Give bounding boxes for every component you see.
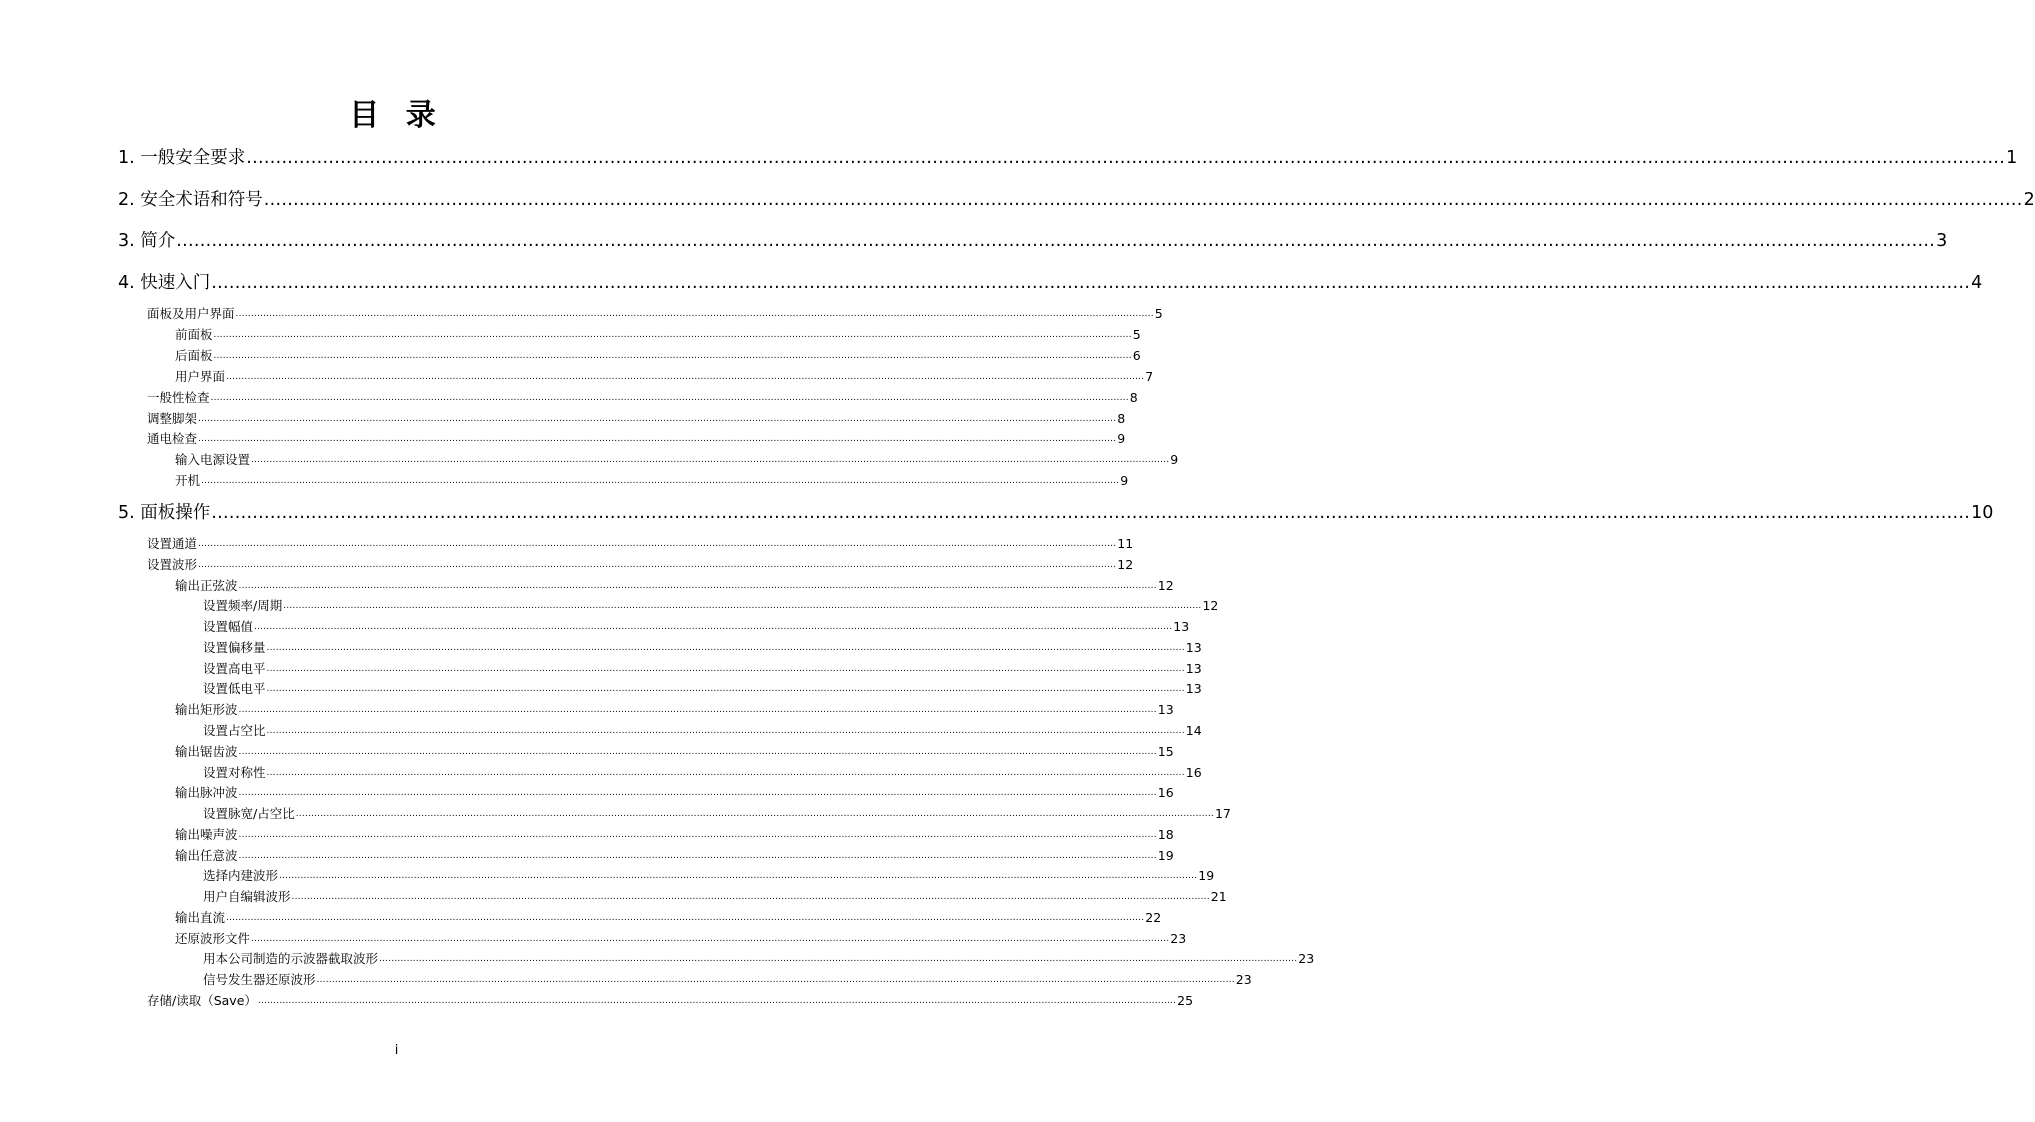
toc-entry[interactable] (203, 660, 1202, 678)
toc-entry-page: 13 (1185, 661, 1202, 676)
toc-entry-label: 输出锯齿波 (175, 744, 238, 759)
toc-dot-leader: ............................................................................................................................................................................................................................................................................................................ (176, 231, 1936, 251)
toc-entry-label: 调整脚架 (147, 411, 198, 426)
toc-entry-label: 设置波形 (147, 557, 198, 572)
toc-entry-label: 输出直流 (175, 910, 226, 925)
toc-entry-page: 19 (1157, 848, 1174, 863)
toc-dot-leader: ............................................................................................................................................................................................................................................................................................................ (198, 414, 1117, 424)
toc-entry-label: 信号发生器还原波形 (203, 972, 316, 987)
toc-entry-page: 5 (1132, 327, 1141, 342)
toc-entry-page: 4 (1971, 273, 1983, 293)
toc-dot-leader: ............................................................................................................................................................................................................................................................................................................ (379, 954, 1298, 964)
toc-entry-label: 用户自编辑波形 (203, 889, 291, 904)
toc-dot-leader: ............................................................................................................................................................................................................................................................................................................ (213, 351, 1132, 361)
toc-dot-leader: ............................................................................................................................................................................................................................................................................................................ (211, 503, 1971, 523)
toc-dot-leader: ............................................................................................................................................................................................................................................................................................................ (238, 747, 1157, 757)
toc-entry-page: 23 (1170, 931, 1187, 946)
toc-dot-leader: ............................................................................................................................................................................................................................................................................................................ (295, 809, 1214, 819)
toc-entry[interactable] (147, 535, 1134, 553)
toc-entry-page: 17 (1214, 806, 1231, 821)
toc-entry-label: 输出噪声波 (175, 827, 238, 842)
toc-dot-leader: ............................................................................................................................................................................................................................................................................................................ (316, 975, 1235, 985)
toc-entry-page: 12 (1202, 598, 1219, 613)
toc-entry[interactable] (147, 992, 1194, 1010)
toc-dot-leader: ............................................................................................................................................................................................................................................................................................................ (226, 372, 1145, 382)
toc-entry-label: 2. 安全术语和符号 (118, 190, 263, 210)
toc-entry-label: 4. 快速入门 (118, 273, 211, 293)
toc-entry-page: 23 (1298, 951, 1315, 966)
toc-entry-page: 23 (1235, 972, 1252, 987)
toc-entry-page: 3 (1936, 231, 1948, 251)
toc-entry[interactable] (203, 597, 1219, 615)
toc-entry-label: 设置脉宽/占空比 (203, 806, 295, 821)
toc-entry-page: 12 (1117, 557, 1134, 572)
toc-entry-label: 1. 一般安全要求 (118, 148, 246, 168)
toc-dot-leader: ............................................................................................................................................................................................................................................................................................................ (266, 768, 1185, 778)
toc-dot-leader: ............................................................................................................................................................................................................................................................................................................ (279, 871, 1198, 881)
toc-entry[interactable] (118, 501, 1994, 525)
toc-entry[interactable] (147, 430, 1126, 448)
page-title: 目 录 (349, 98, 444, 133)
toc-entry[interactable] (118, 229, 1948, 253)
toc-entry[interactable] (175, 743, 1174, 761)
toc-entry[interactable] (175, 701, 1174, 719)
toc-entry[interactable] (175, 326, 1141, 344)
toc-entry[interactable] (147, 410, 1126, 428)
toc-entry-label: 还原波形文件 (175, 931, 251, 946)
toc-entry-label: 设置幅值 (203, 619, 254, 634)
toc-entry[interactable] (203, 764, 1202, 782)
toc-entry-page: 10 (1971, 503, 1994, 523)
toc-entry-label: 用本公司制造的示波器截取波形 (203, 951, 379, 966)
toc-entry-label: 输出任意波 (175, 848, 238, 863)
toc-entry[interactable] (175, 368, 1154, 386)
toc-entry-page: 9 (1117, 431, 1126, 446)
toc-entry[interactable] (118, 271, 1983, 295)
toc-entry[interactable] (203, 971, 1252, 989)
toc-entry-page: 13 (1185, 681, 1202, 696)
toc-entry[interactable] (175, 909, 1162, 927)
toc-dot-leader: ............................................................................................................................................................................................................................................................................................................ (238, 851, 1157, 861)
toc-entry-page: 13 (1157, 702, 1174, 717)
toc-entry[interactable] (147, 305, 1163, 323)
toc-dot-leader: ............................................................................................................................................................................................................................................................................................................ (266, 643, 1185, 653)
toc-entry-label: 设置通道 (147, 536, 198, 551)
toc-entry-page: 12 (1157, 578, 1174, 593)
toc-dot-leader: ............................................................................................................................................................................................................................................................................................................ (238, 581, 1157, 591)
toc-entry-label: 后面板 (175, 348, 213, 363)
toc-entry-page: 6 (1132, 348, 1141, 363)
toc-dot-leader: ............................................................................................................................................................................................................................................................................................................ (251, 934, 1170, 944)
toc-dot-leader: ............................................................................................................................................................................................................................................................................................................ (263, 190, 2023, 210)
toc-entry-page: 18 (1157, 827, 1174, 842)
toc-entry-page: 19 (1198, 868, 1215, 883)
toc-entry[interactable] (203, 618, 1190, 636)
toc-dot-leader: ............................................................................................................................................................................................................................................................................................................ (246, 148, 2006, 168)
toc-entry-page: 11 (1117, 536, 1134, 551)
toc-dot-leader: ............................................................................................................................................................................................................................................................................................................ (235, 309, 1154, 319)
toc-dot-leader: ............................................................................................................................................................................................................................................................................................................ (266, 664, 1185, 674)
toc-entry-label: 设置对称性 (203, 765, 266, 780)
toc-entry[interactable] (175, 784, 1174, 802)
toc-entry-page: 5 (1154, 306, 1163, 321)
toc-entry-label: 一般性检查 (147, 390, 210, 405)
toc-entry[interactable] (175, 451, 1179, 469)
toc-dot-leader: ............................................................................................................................................................................................................................................................................................................ (198, 434, 1117, 444)
toc-dot-leader: ............................................................................................................................................................................................................................................................................................................ (226, 913, 1145, 923)
toc-dot-leader: ............................................................................................................................................................................................................................................................................................................ (213, 330, 1132, 340)
toc-entry-label: 输入电源设置 (175, 452, 251, 467)
toc-dot-leader: ............................................................................................................................................................................................................................................................................................................ (266, 726, 1185, 736)
toc-dot-leader: ............................................................................................................................................................................................................................................................................................................ (238, 705, 1157, 715)
toc-entry-page: 8 (1117, 411, 1126, 426)
toc-entry-label: 3. 简介 (118, 231, 176, 251)
toc-entry-page: 13 (1185, 640, 1202, 655)
toc-dot-leader: ............................................................................................................................................................................................................................................................................................................ (238, 788, 1157, 798)
toc-entry[interactable] (203, 722, 1202, 740)
toc-entry-label: 开机 (175, 473, 201, 488)
toc-entry[interactable] (118, 188, 2035, 212)
toc-entry[interactable] (147, 389, 1138, 407)
toc-dot-leader: ............................................................................................................................................................................................................................................................................................................ (198, 539, 1117, 549)
toc-entry[interactable] (118, 146, 2018, 170)
toc-entry-label: 5. 面板操作 (118, 503, 211, 523)
toc-entry-page: 2 (2023, 190, 2035, 210)
toc-entry-page: 8 (1129, 390, 1138, 405)
toc-entry-page: 9 (1170, 452, 1179, 467)
toc-entry[interactable] (175, 826, 1174, 844)
toc-entry[interactable] (147, 556, 1134, 574)
toc-entry-page: 15 (1157, 744, 1174, 759)
toc-entry-label: 面板及用户界面 (147, 306, 235, 321)
toc-entry-page: 7 (1145, 369, 1154, 384)
toc-entry-label: 输出矩形波 (175, 702, 238, 717)
toc-entry[interactable] (203, 888, 1227, 906)
toc-entry-page: 13 (1173, 619, 1190, 634)
toc-entry-page: 14 (1185, 723, 1202, 738)
toc-entry-label: 输出正弦波 (175, 578, 238, 593)
toc-dot-leader: ............................................................................................................................................................................................................................................................................................................ (291, 892, 1210, 902)
toc-entry[interactable] (175, 847, 1174, 865)
toc-dot-leader: ............................................................................................................................................................................................................................................................................................................ (201, 476, 1120, 486)
toc-entry-page: 21 (1210, 889, 1227, 904)
toc-entry[interactable] (203, 867, 1215, 885)
toc-dot-leader: ............................................................................................................................................................................................................................................................................................................ (251, 455, 1170, 465)
toc-entry[interactable] (203, 805, 1231, 823)
toc-entry-label: 设置占空比 (203, 723, 266, 738)
toc-entry-page: 16 (1185, 765, 1202, 780)
toc-entry-label: 设置高电平 (203, 661, 266, 676)
toc-entry-page: 9 (1120, 473, 1129, 488)
toc-entry-label: 选择内建波形 (203, 868, 279, 883)
toc-entry[interactable] (203, 680, 1202, 698)
toc-dot-leader: ............................................................................................................................................................................................................................................................................................................ (210, 393, 1129, 403)
toc-dot-leader: ............................................................................................................................................................................................................................................................................................................ (257, 996, 1177, 1006)
toc-entry[interactable] (175, 577, 1174, 595)
toc-entry-page: 22 (1145, 910, 1162, 925)
toc-dot-leader: ............................................................................................................................................................................................................................................................................................................ (266, 684, 1185, 694)
toc-dot-leader: ............................................................................................................................................................................................................................................................................................................ (211, 273, 1971, 293)
toc-dot-leader: ............................................................................................................................................................................................................................................................................................................ (254, 622, 1173, 632)
toc-entry[interactable] (203, 639, 1202, 657)
toc-entry-label: 存储/读取（Save） (147, 993, 257, 1008)
toc-dot-leader: ............................................................................................................................................................................................................................................................................................................ (238, 830, 1157, 840)
toc-entry[interactable] (175, 347, 1141, 365)
toc-entry-label: 设置低电平 (203, 681, 266, 696)
toc-entry[interactable] (203, 950, 1315, 968)
toc-entry-label: 设置频率/周期 (203, 598, 283, 613)
toc-entry-page: 25 (1177, 993, 1194, 1008)
toc-entry-label: 通电检查 (147, 431, 198, 446)
toc-entry[interactable] (175, 930, 1187, 948)
toc-entry[interactable] (175, 472, 1129, 490)
toc-entry-label: 前面板 (175, 327, 213, 342)
toc-dot-leader: ............................................................................................................................................................................................................................................................................................................ (283, 601, 1202, 611)
toc-entry-label: 输出脉冲波 (175, 785, 238, 800)
toc-entry-page: 1 (2006, 148, 2018, 168)
toc-entry-label: 用户界面 (175, 369, 226, 384)
toc-dot-leader: ............................................................................................................................................................................................................................................................................................................ (198, 560, 1117, 570)
toc-entry-label: 设置偏移量 (203, 640, 266, 655)
page-number: i (394, 1043, 399, 1058)
toc-entry-page: 16 (1157, 785, 1174, 800)
